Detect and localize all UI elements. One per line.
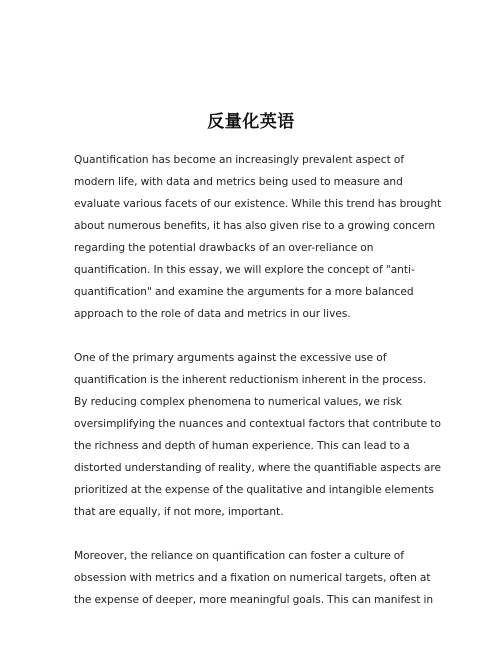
paragraph-line: prioritized at the expense of the qualitative and intangible elements	[74, 484, 434, 496]
paragraph-line: approach to the role of data and metrics in our lives.	[74, 308, 351, 320]
paragraph-line: obsession with metrics and a fixation on numerical targets, often at	[74, 572, 431, 584]
paragraph-line: quantification is the inherent reductionism inherent in the process.	[74, 374, 427, 386]
paragraph-line: Moreover, the reliance on quantification can foster a culture of	[74, 550, 405, 562]
paragraph-line: distorted understanding of reality, where the quantifiable aspects are	[74, 462, 442, 474]
paragraph-line: quantification. In this essay, we will explore the concept of "anti-	[74, 264, 415, 276]
paragraph-line: modern life, with data and metrics being used to measure and	[74, 176, 403, 188]
paragraph-line: oversimplifying the nuances and contextual factors that contribute to	[74, 418, 441, 430]
paragraph-line: quantification" and examine the arguments for a more balanced	[74, 286, 414, 298]
paragraph-line: the richness and depth of human experience. This can lead to a	[74, 440, 410, 452]
paragraph-line: regarding the potential drawbacks of an over-reliance on	[74, 242, 374, 254]
paragraph-line: that are equally, if not more, important.	[74, 506, 284, 518]
paragraph-line: One of the primary arguments against the excessive use of	[74, 352, 387, 364]
document-body	[74, 149, 442, 633]
paragraph-3	[74, 545, 434, 611]
paragraph-line: By reducing complex phenomena to numerical values, we risk	[74, 396, 402, 408]
paragraph-line: about numerous benefits, it has also given rise to a growing concern	[74, 220, 436, 232]
document-title: 反量化英语	[207, 112, 295, 132]
paragraph-2	[74, 347, 442, 523]
paragraph-line: evaluate various facets of our existence. While this trend has brought	[74, 198, 442, 210]
paragraph-line: the expense of deeper, more meaningful goals. This can manifest in	[74, 594, 434, 606]
paragraph-line: Quantification has become an increasingly prevalent aspect of	[74, 154, 405, 166]
paragraph-1	[74, 149, 442, 325]
